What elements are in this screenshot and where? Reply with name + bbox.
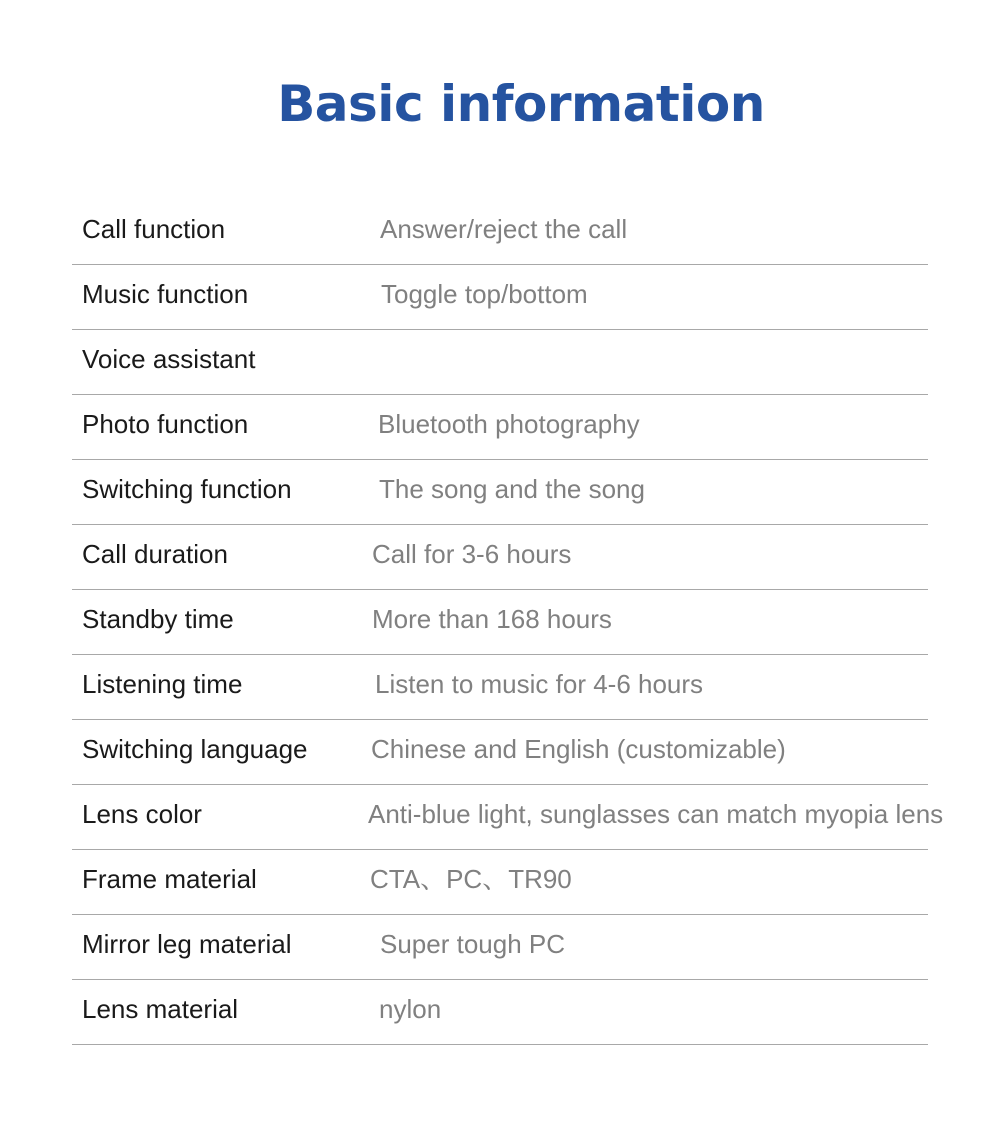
spec-row-standby-time [72, 590, 928, 655]
spec-row-lens-color [72, 785, 944, 850]
spec-label: Frame material [82, 864, 257, 894]
spec-row-call-duration [72, 525, 928, 590]
page-title: Basic information [277, 75, 765, 133]
spec-row-switching-function [72, 460, 928, 525]
spec-value: Chinese and English (customizable) [371, 734, 786, 764]
spec-row-switching-language [72, 720, 928, 785]
spec-label: Photo function [82, 409, 249, 439]
spec-value: CTA、PC、TR90 [370, 864, 572, 894]
spec-value: Anti-blue light, sunglasses can match myopia lens [368, 799, 944, 829]
spec-row-lens-material [72, 980, 928, 1045]
spec-value: Super tough PC [380, 929, 566, 959]
spec-row-voice-assistant [72, 330, 928, 395]
spec-label: Call function [82, 214, 226, 244]
spec-label: Listening time [82, 669, 243, 699]
spec-label: Switching function [82, 474, 292, 504]
spec-label: Lens color [82, 799, 202, 829]
spec-value: The song and the song [379, 474, 645, 504]
spec-table [72, 200, 944, 1045]
spec-row-mirror-leg-material [72, 915, 928, 980]
spec-row-photo-function [72, 395, 928, 460]
spec-label: Call duration [82, 539, 228, 569]
spec-label: Switching language [82, 734, 308, 764]
spec-row-frame-material [72, 850, 928, 915]
spec-row-listening-time [72, 655, 928, 720]
spec-value: Answer/reject the call [380, 214, 628, 244]
spec-value: Listen to music for 4-6 hours [375, 669, 704, 699]
spec-value: More than 168 hours [372, 604, 612, 634]
spec-value: Call for 3-6 hours [372, 539, 572, 569]
spec-label: Mirror leg material [82, 929, 292, 959]
spec-value: nylon [379, 994, 442, 1024]
spec-label: Voice assistant [82, 344, 256, 374]
spec-label: Standby time [82, 604, 234, 634]
spec-row-music-function [72, 265, 928, 330]
spec-label: Music function [82, 279, 249, 309]
spec-label: Lens material [82, 994, 239, 1024]
spec-row-call-function [72, 200, 928, 265]
spec-value: Bluetooth photography [378, 409, 640, 439]
spec-value: Toggle top/bottom [381, 279, 588, 309]
